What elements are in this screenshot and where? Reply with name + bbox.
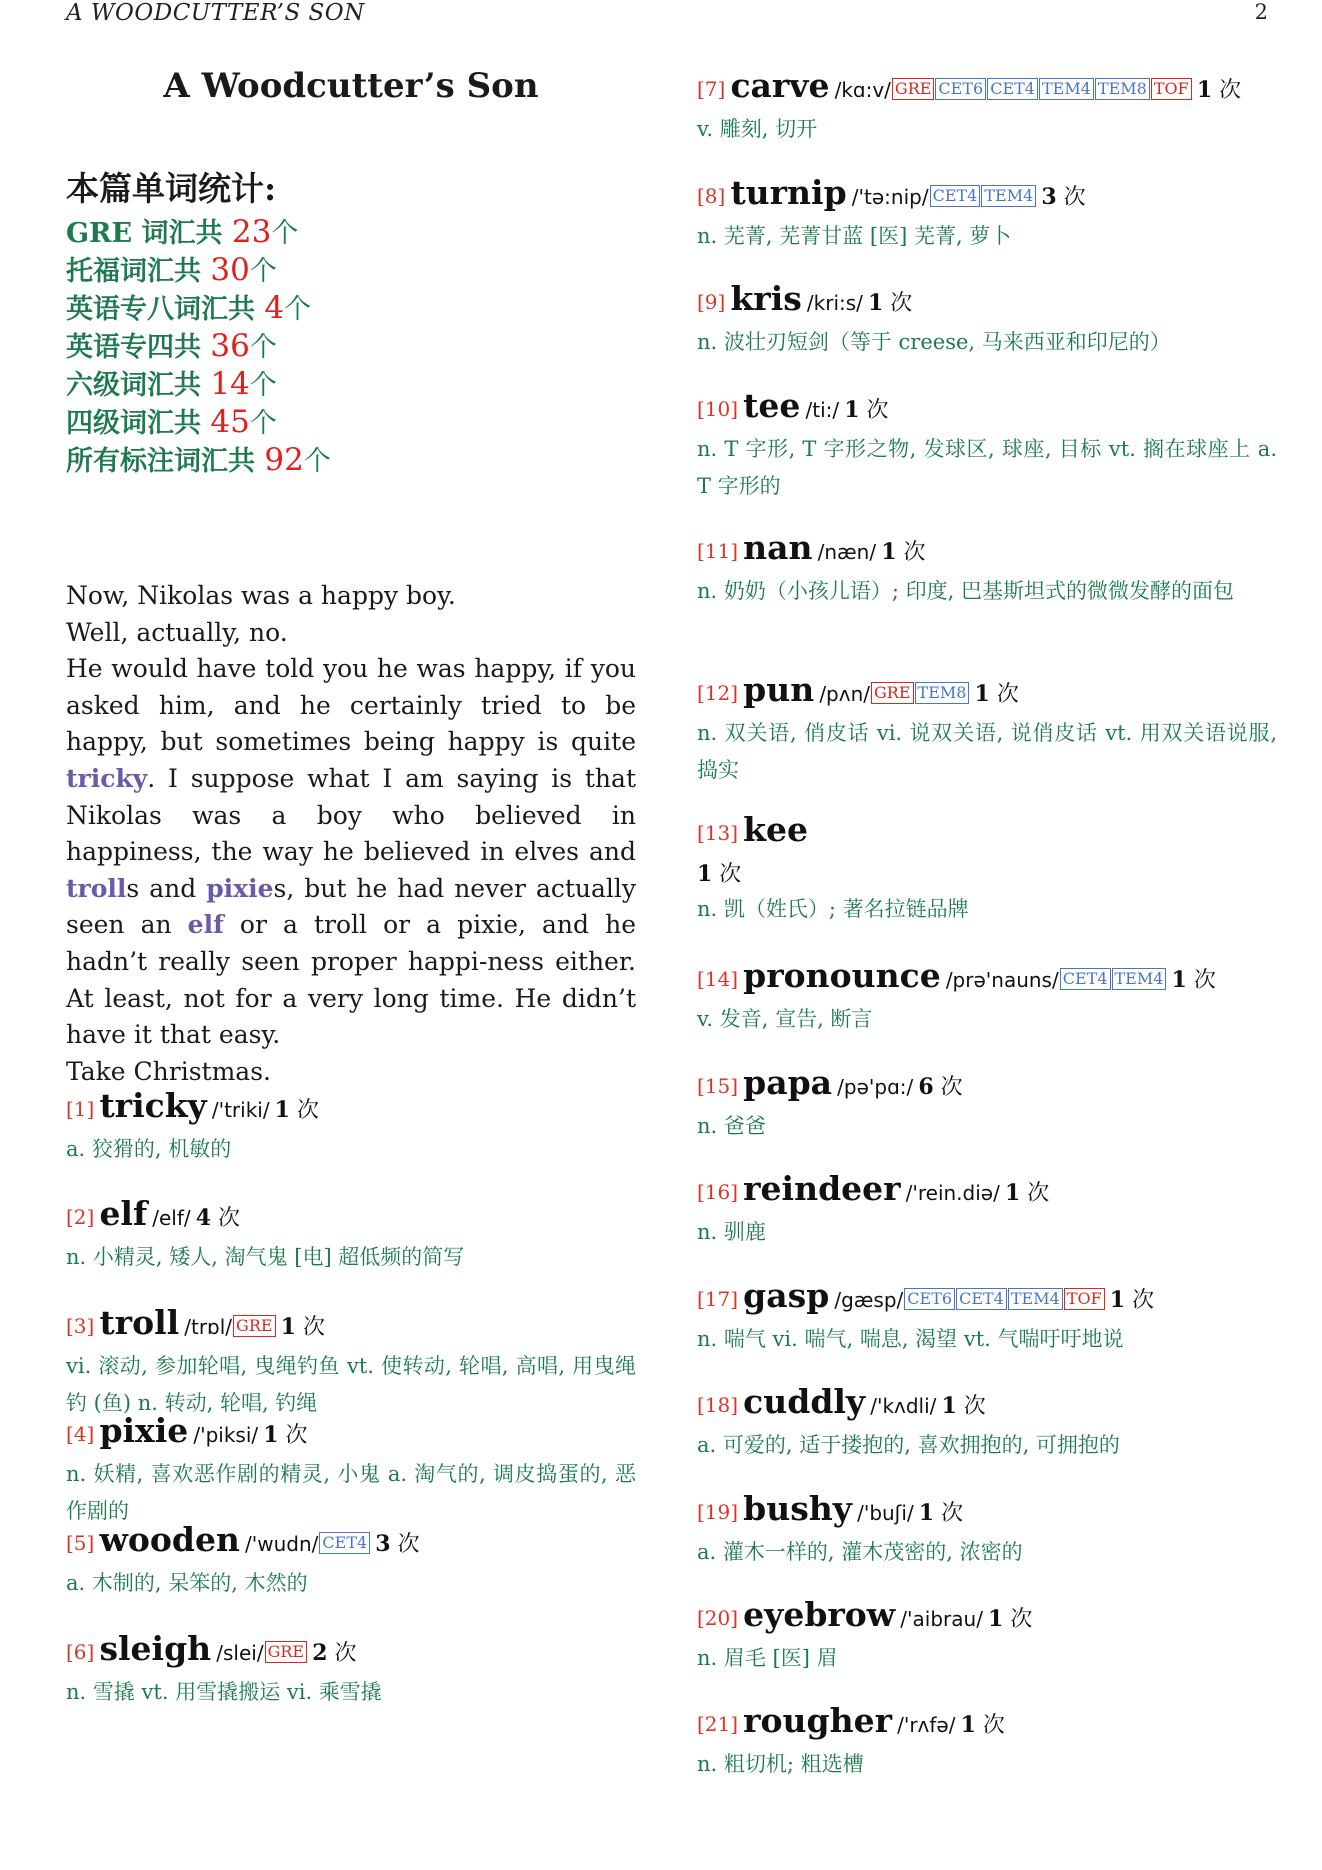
exam-tag-badge: TOF — [1064, 1288, 1105, 1310]
entry-word[interactable]: carve — [730, 66, 830, 105]
entry-count-number: 1 — [941, 1393, 957, 1419]
entry-definition: n. 双关语, 俏皮话 vi. 说双关语, 说俏皮话 vt. 用双关语说服, 捣实 — [697, 721, 1277, 782]
vocab-entry — [66, 1410, 636, 1530]
entry-index: [3] — [66, 1314, 95, 1338]
vocab-entry — [697, 1594, 1277, 1677]
entry-definition: a. 可爱的, 适于搂抱的, 喜欢拥抱的, 可拥抱的 — [697, 1433, 1120, 1457]
exam-tag-badge: GRE — [871, 682, 914, 704]
entry-count-unit: 次 — [712, 862, 742, 887]
entry-count-number: 4 — [195, 1205, 212, 1231]
vocab-entry-head — [697, 1275, 1277, 1323]
vocab-entry-head — [697, 1488, 1277, 1536]
entry-phonetic: /'piksi/ — [193, 1423, 259, 1447]
stat-count: 45 — [210, 404, 250, 440]
stat-count: 14 — [210, 366, 250, 402]
story-line: Take Christmas. — [66, 1056, 271, 1086]
entry-definition: n. 爸爸 — [697, 1114, 766, 1138]
vocab-entry — [697, 809, 1277, 928]
entry-definition: n. 眉毛 [医] 眉 — [697, 1646, 838, 1670]
entry-count-number: 3 — [1041, 184, 1057, 210]
page-number: 2 — [1254, 0, 1268, 24]
entry-index: [13] — [697, 821, 739, 845]
story-text — [66, 578, 636, 1090]
story-run: He would have told you he was happy, if you asked him, and he certainly tried to be happy, but sometimes being happy is quite — [66, 654, 636, 757]
stat-unit: 个 — [249, 332, 277, 363]
stat-label: 四级词汇共 — [66, 408, 211, 439]
entry-count-number: 1 — [881, 539, 897, 565]
entry-word[interactable]: kris — [730, 279, 802, 318]
entry-index: [8] — [697, 184, 726, 208]
entry-count — [1197, 78, 1241, 103]
exam-tag-badge: CET4 — [319, 1532, 370, 1554]
vocab-entry-head — [66, 1628, 636, 1676]
stat-count: 4 — [264, 290, 285, 326]
entry-count-unit: 次 — [934, 1501, 964, 1526]
entry-phonetic: /'buʃi/ — [857, 1501, 914, 1525]
entry-phonetic: /pʌn/ — [819, 682, 870, 706]
stat-row — [66, 252, 331, 290]
entry-count — [918, 1075, 962, 1100]
entry-word[interactable]: kee — [743, 810, 809, 849]
entry-index: [15] — [697, 1074, 739, 1098]
running-title: A WOODCUTTER’S SON — [66, 0, 365, 26]
vocab-entry — [697, 172, 1277, 255]
vocab-entry-head — [697, 1062, 1277, 1110]
entry-definition: n. 雪撬 vt. 用雪撬搬运 vi. 乘雪撬 — [66, 1680, 382, 1704]
exam-tag-badge: TEM4 — [1039, 78, 1094, 100]
entry-count-number: 1 — [274, 1097, 290, 1123]
entry-count — [1041, 185, 1085, 210]
story-paragraph — [66, 651, 636, 1054]
entry-definition: n. 芜菁, 芜菁甘蓝 [医] 芜菁, 萝卜 — [697, 224, 1012, 248]
entry-index: [9] — [697, 290, 726, 314]
vocab-entry-head — [697, 1381, 1277, 1429]
entry-definition: n. 喘气 vi. 喘气, 喘息, 渴望 vt. 气喘吁吁地说 — [697, 1327, 1124, 1351]
entry-word[interactable]: sleigh — [99, 1629, 212, 1668]
entry-count-unit: 次 — [390, 1532, 420, 1557]
vocab-entry — [697, 1700, 1277, 1783]
entry-index: [1] — [66, 1097, 95, 1121]
keyword-troll[interactable]: troll — [66, 873, 127, 903]
entry-count-unit: 次 — [1020, 1181, 1050, 1206]
story-run: or a troll or a pixie, and he hadn’t really seen proper happi-ness either. At least, not for a very long time. He didn’t have it that easy. — [66, 910, 636, 1050]
entry-phonetic: /trɒl/ — [184, 1315, 233, 1339]
entry-word[interactable]: reindeer — [743, 1169, 901, 1208]
entry-count — [881, 540, 925, 565]
exam-tag-badge: GRE — [265, 1641, 308, 1663]
entry-count-number: 1 — [918, 1500, 935, 1526]
stat-unit: 个 — [303, 446, 331, 477]
exam-tag-badge: CET4 — [1060, 968, 1111, 990]
entry-count-number: 1 — [988, 1606, 1004, 1632]
vocab-entry — [66, 1628, 636, 1711]
stat-unit: 个 — [249, 370, 277, 401]
exam-tag-badge: TOF — [1151, 78, 1192, 100]
entry-phonetic: /'triki/ — [211, 1098, 270, 1122]
entry-count-number: 2 — [312, 1640, 328, 1666]
entry-definition: v. 雕刻, 切开 — [697, 117, 818, 141]
vocab-entry-head — [697, 1700, 1277, 1748]
entry-count — [196, 1206, 240, 1231]
entry-index: [2] — [66, 1205, 95, 1229]
entry-phonetic: /gæsp/ — [834, 1288, 904, 1312]
entry-definition: n. 凯（姓氏）; 著名拉链品牌 — [697, 897, 969, 921]
entry-count-number: 1 — [280, 1314, 296, 1340]
entry-count-unit: 次 — [211, 1206, 241, 1231]
vocab-entry-head — [697, 527, 1277, 575]
vocab-entry — [697, 1488, 1277, 1571]
vocab-entry-head — [697, 955, 1277, 1003]
article-title: A Woodcutter’s Son — [163, 66, 539, 106]
vocab-entry-head — [66, 1302, 636, 1350]
vocab-entry-head — [66, 1519, 636, 1567]
exam-tag-badge: TEM4 — [1008, 1288, 1063, 1310]
keyword-tricky[interactable]: tricky — [66, 763, 148, 793]
exam-tag-badge: CET4 — [956, 1288, 1007, 1310]
story-run: s, but he had never actually seen an — [66, 873, 637, 940]
vocab-entry — [697, 65, 1277, 148]
exam-tag-badge: CET6 — [935, 78, 986, 100]
vocab-entry-head — [697, 1594, 1277, 1642]
vocab-entry — [697, 1062, 1277, 1145]
stat-count: 30 — [210, 252, 250, 288]
stat-row — [66, 404, 331, 442]
stats-heading: 本篇单词统计: — [66, 169, 277, 208]
stat-label: 英语专八词汇共 — [66, 294, 265, 325]
entry-count — [697, 862, 741, 887]
vocab-entry — [66, 1519, 636, 1602]
entry-count-number: 1 — [1171, 967, 1187, 993]
vocab-entry-head — [697, 809, 1277, 857]
entry-phonetic: /'tə:nip/ — [851, 185, 929, 209]
entry-definition: n. 粗切机; 粗选槽 — [697, 1752, 864, 1776]
entry-count-unit: 次 — [896, 540, 926, 565]
entry-count-unit: 次 — [278, 1423, 308, 1448]
vocab-entry — [697, 669, 1277, 789]
entry-count — [942, 1394, 986, 1419]
entry-count — [975, 682, 1019, 707]
entry-phonetic: /'aibrau/ — [900, 1607, 983, 1631]
vocab-entry-head — [697, 278, 1277, 326]
entry-phonetic: /ti:/ — [805, 398, 840, 422]
stat-row — [66, 442, 331, 480]
entry-word[interactable]: rougher — [743, 1701, 892, 1740]
entry-count — [988, 1607, 1032, 1632]
entry-index: [10] — [697, 397, 739, 421]
entry-definition: n. 妖精, 喜欢恶作剧的精灵, 小鬼 a. 淘气的, 调皮捣蛋的, 恶作剧的 — [66, 1462, 636, 1523]
entry-count-number: 1 — [844, 397, 860, 423]
entry-count-number: 1 — [697, 861, 713, 887]
entry-word[interactable]: troll — [99, 1303, 180, 1342]
stat-count: 92 — [264, 442, 304, 478]
vocab-entry-head — [66, 1410, 636, 1458]
entry-word[interactable]: pun — [743, 670, 815, 709]
entry-index: [18] — [697, 1393, 739, 1417]
vocab-entry — [697, 385, 1277, 505]
stat-unit: 个 — [271, 218, 299, 249]
entry-count-unit: 次 — [295, 1315, 325, 1340]
vocab-entry-head — [697, 385, 1277, 433]
entry-word[interactable]: gasp — [743, 1276, 830, 1315]
vocab-entry — [66, 1302, 636, 1422]
stat-label: 所有标注词汇共 — [66, 446, 265, 477]
entry-word[interactable]: pronounce — [743, 956, 941, 995]
entry-definition: v. 发音, 宣告, 断言 — [697, 1007, 873, 1031]
entry-word[interactable]: eyebrow — [743, 1595, 896, 1634]
entry-index: [6] — [66, 1640, 95, 1664]
entry-count-unit: 次 — [859, 398, 889, 423]
vocab-entry-head — [697, 65, 1277, 113]
entry-count-number: 6 — [918, 1074, 934, 1100]
stat-unit: 个 — [249, 408, 277, 439]
exam-tag-badge: CET4 — [930, 185, 981, 207]
entry-index: [12] — [697, 681, 739, 705]
entry-definition: vi. 滚动, 参加轮唱, 曳绳钓鱼 vt. 使转动, 轮唱, 高唱, 用曳绳钓 (鱼) n. 转动, 轮唱, 钓绳 — [66, 1354, 636, 1415]
story-run: . I suppose what I am saying is that Nikolas was a boy who believed in happiness, the way he believed in elves and — [66, 763, 636, 867]
entry-count-number: 3 — [375, 1531, 391, 1557]
exam-tag-badge: TEM4 — [981, 185, 1036, 207]
entry-count-unit: 次 — [956, 1394, 986, 1419]
stat-count: 36 — [210, 328, 250, 364]
entry-count-line — [697, 857, 1277, 893]
vocab-entry-head — [697, 1168, 1277, 1216]
entry-count-number: 1 — [1004, 1180, 1021, 1206]
entry-index: [11] — [697, 539, 739, 563]
stat-row — [66, 214, 331, 252]
entry-count — [919, 1501, 963, 1526]
entry-count — [263, 1423, 307, 1448]
entry-count-unit: 次 — [1125, 1288, 1155, 1313]
entry-phonetic: /elf/ — [152, 1206, 191, 1230]
keyword-pixie[interactable]: pixie — [206, 873, 274, 903]
entry-index: [4] — [66, 1422, 95, 1446]
entry-count-unit: 次 — [933, 1075, 963, 1100]
entry-count — [1110, 1288, 1154, 1313]
stat-row — [66, 366, 331, 404]
entry-definition: n. 波壮刃短剑（等于 creese, 马来西亚和印尼的） — [697, 330, 1171, 354]
entry-count — [844, 398, 888, 423]
keyword-elf[interactable]: elf — [187, 910, 224, 940]
vocab-entry — [66, 1193, 636, 1276]
entry-count — [868, 291, 912, 316]
stat-unit: 个 — [284, 294, 312, 325]
entry-definition: a. 狡猾的, 机敏的 — [66, 1137, 232, 1161]
entry-count-unit: 次 — [1186, 968, 1216, 993]
vocab-entry-head — [66, 1193, 636, 1241]
vocab-entry — [697, 278, 1277, 361]
entry-phonetic: /kɑ:v/ — [834, 78, 891, 102]
entry-phonetic: /pə'pɑ:/ — [837, 1075, 914, 1099]
entry-count — [961, 1713, 1005, 1738]
entry-definition: n. 奶奶（小孩儿语）; 印度, 巴基斯坦式的微微发酵的面包 — [697, 579, 1234, 603]
entry-index: [20] — [697, 1606, 739, 1630]
stat-row — [66, 328, 331, 366]
entry-count-number: 1 — [1109, 1287, 1126, 1313]
stat-count: 23 — [231, 214, 272, 250]
entry-definition: n. 驯鹿 — [697, 1220, 766, 1244]
entry-phonetic: /næn/ — [817, 540, 877, 564]
entry-count-unit: 次 — [1056, 185, 1086, 210]
entry-count — [275, 1098, 319, 1123]
entry-index: [5] — [66, 1531, 95, 1555]
entry-word[interactable]: tricky — [99, 1086, 207, 1125]
exam-tag-badge: GRE — [233, 1315, 276, 1337]
entry-phonetic: /'wudn/ — [245, 1532, 319, 1556]
entry-word[interactable]: bushy — [743, 1489, 852, 1528]
exam-tag-badge: TEM8 — [915, 682, 970, 704]
stat-label: 托福词汇共 — [66, 256, 211, 287]
entry-word[interactable]: nan — [743, 528, 813, 567]
entry-index: [19] — [697, 1500, 739, 1524]
exam-tag-badge: CET6 — [904, 1288, 955, 1310]
entry-count-unit: 次 — [989, 682, 1019, 707]
vocab-entry — [697, 527, 1277, 610]
entry-count-unit: 次 — [975, 1713, 1005, 1738]
entry-count-number: 1 — [868, 290, 884, 316]
stat-unit: 个 — [249, 256, 277, 287]
entry-count — [1005, 1181, 1049, 1206]
entry-index: [21] — [697, 1712, 739, 1736]
entry-count-unit: 次 — [1212, 78, 1242, 103]
exam-tag-badge: GRE — [892, 78, 935, 100]
vocab-entry-head — [697, 669, 1277, 717]
entry-count-number: 1 — [960, 1712, 976, 1738]
entry-index: [16] — [697, 1180, 739, 1204]
entry-word[interactable]: cuddly — [743, 1382, 866, 1421]
entry-definition: a. 木制的, 呆笨的, 木然的 — [66, 1571, 308, 1595]
vocab-entry-head — [66, 1085, 636, 1133]
exam-tag-badge: CET4 — [987, 78, 1038, 100]
entry-word[interactable]: turnip — [730, 173, 847, 212]
entry-count-unit: 次 — [289, 1098, 319, 1123]
story-line: Well, actually, no. — [66, 617, 288, 647]
entry-phonetic: /slei/ — [216, 1641, 264, 1665]
vocab-entry — [697, 1275, 1277, 1358]
vocab-entry — [697, 955, 1277, 1038]
entry-phonetic: /kri:s/ — [806, 291, 863, 315]
entry-count — [281, 1315, 325, 1340]
entry-count-number: 1 — [263, 1422, 279, 1448]
story-run: s and — [126, 873, 207, 903]
entry-word[interactable]: pixie — [99, 1411, 189, 1450]
entry-count-unit: 次 — [327, 1641, 357, 1666]
entry-definition: n. T 字形, T 字形之物, 发球区, 球座, 目标 vt. 搁在球座上 a. T 字形的 — [697, 437, 1277, 498]
entry-word[interactable]: elf — [99, 1194, 148, 1233]
entry-word[interactable]: wooden — [99, 1520, 240, 1559]
vocab-entry — [697, 1168, 1277, 1251]
vocab-entry-head — [697, 172, 1277, 220]
entry-phonetic: /'kʌdli/ — [870, 1394, 937, 1418]
entry-phonetic: /prə'nauns/ — [945, 968, 1059, 992]
stat-label: 英语专四共 — [66, 332, 211, 363]
entry-phonetic: /'rʌfə/ — [897, 1713, 956, 1737]
entry-count-number: 1 — [1196, 77, 1213, 103]
entry-index: [14] — [697, 967, 739, 991]
story-line: Now, Nikolas was a happy boy. — [66, 581, 456, 610]
entry-definition: a. 灌木一样的, 灌木茂密的, 浓密的 — [697, 1540, 1023, 1564]
stat-label: 六级词汇共 — [66, 370, 211, 401]
exam-tag-badge: TEM4 — [1112, 968, 1167, 990]
stat-row — [66, 290, 331, 328]
entry-index: [7] — [697, 77, 726, 101]
vocab-entry — [66, 1085, 636, 1168]
entry-count — [1172, 968, 1216, 993]
entry-definition: n. 小精灵, 矮人, 淘气鬼 [电] 超低频的简写 — [66, 1245, 465, 1269]
stat-label: GRE 词汇共 — [66, 218, 232, 249]
entry-word[interactable]: papa — [743, 1063, 833, 1102]
entry-phonetic: /'rein.diə/ — [905, 1181, 1000, 1205]
vocab-entry — [697, 1381, 1277, 1464]
entry-count-number: 1 — [974, 681, 990, 707]
entry-index: [17] — [697, 1287, 739, 1311]
entry-count — [312, 1641, 356, 1666]
entry-count-unit: 次 — [1003, 1607, 1033, 1632]
exam-tag-badge: TEM8 — [1095, 78, 1150, 100]
entry-count — [375, 1532, 419, 1557]
entry-word[interactable]: tee — [743, 386, 801, 425]
word-stats — [66, 168, 331, 480]
entry-count-unit: 次 — [883, 291, 913, 316]
